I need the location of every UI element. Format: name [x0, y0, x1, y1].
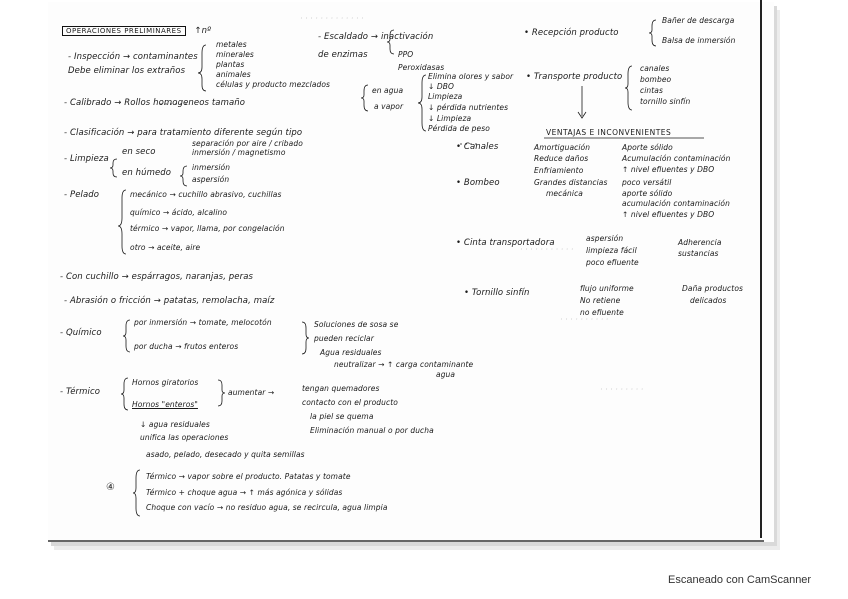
bombeo-line: • Bombeo — [456, 178, 500, 188]
agua-vapor-item: Limpieza — [428, 92, 463, 101]
ghost-text: · · · · · · · · · — [600, 385, 644, 394]
recepcion-item: Balsa de inmersión — [662, 36, 736, 45]
quimico-note: Agua residuales — [320, 348, 382, 357]
ventajas-header: VENTAJAS E INCONVENIENTES — [546, 128, 672, 137]
cinta-line: • Cinta transportadora — [456, 238, 555, 248]
escaldado-item: Peroxidasas — [398, 63, 445, 72]
tornillo-right: Daña productos — [682, 284, 744, 293]
calibrado-line: - Calibrado → Rollos homogeneos tamaño — [64, 98, 246, 108]
quimico-note: agua — [436, 370, 456, 379]
inconveniente-item: acumulación contaminación — [622, 199, 730, 208]
pelado-label: - Pelado — [64, 190, 100, 200]
inspeccion-item: minerales — [216, 50, 254, 59]
inconveniente-item: aporte sólido — [622, 189, 673, 198]
transporte-item: canales — [640, 64, 670, 73]
tornillo-line: • Tornillo sinfín — [464, 288, 530, 298]
canales-line: • Canales — [456, 142, 499, 152]
limpieza-humedo-item: aspersión — [192, 175, 230, 184]
termico-agua: asado, pelado, desecado y quita semillas — [146, 450, 305, 459]
tornillo-item: no efluente — [580, 308, 624, 317]
transporte-item: bombeo — [640, 75, 672, 84]
section-title — [62, 26, 211, 36]
ventaja-item: mecánica — [546, 189, 583, 198]
termico-note: contacto con el producto — [302, 398, 398, 407]
cuchillo-line: - Con cuchillo → espárragos, naranjas, peras — [60, 272, 254, 282]
escaldado-sub: de enzimas — [318, 50, 368, 60]
limpieza-seco-item: inmersión / magnetismo — [192, 148, 286, 157]
transporte-item: cintas — [640, 86, 664, 95]
termico-label: - Térmico — [60, 387, 101, 397]
quimico-item: por ducha → frutos enteros — [134, 342, 239, 351]
termico-item: Hornos giratorios — [132, 378, 199, 387]
inspeccion-item: células y producto mezclados — [216, 80, 331, 89]
quimico-note: Soluciones de sosa se — [314, 320, 399, 329]
agua-vapor-item: Elimina olores y sabor — [428, 72, 514, 81]
inconveniente-item: Acumulación contaminación — [622, 154, 731, 163]
ghost-text: · · · · · · · · · · — [560, 315, 609, 324]
termico-agua: ↓ agua residuales — [140, 420, 210, 429]
cinta-item: poco efluente — [586, 258, 639, 267]
quimico-item: por inmersión → tomate, melocotón — [134, 318, 272, 327]
agua-vapor-item: ↓ DBO — [428, 82, 454, 91]
pelado-item: químico → ácido, alcalino — [130, 208, 228, 217]
ventaja-item: Grandes distancias — [534, 178, 608, 187]
limpieza-seco: en seco — [122, 147, 156, 157]
quimico-note: neutralizar → ↑ carga contaminante — [334, 360, 474, 369]
limpieza-humedo-item: inmersión — [192, 163, 231, 172]
pelado-item: mecánico → cuchillo abrasivo, cuchillas — [130, 190, 282, 199]
quimico-note: pueden reciclar — [314, 334, 374, 343]
numbered-item: Térmico → vapor sobre el producto. Patatas y tomate — [146, 472, 351, 481]
ventaja-item: Amortiguación — [534, 143, 591, 152]
ventaja-item: Reduce daños — [534, 154, 589, 163]
abrasion-line: - Abrasión o fricción → patatas, remolacha, maíz — [64, 296, 275, 306]
numbered-item: Térmico + choque agua → ↑ más agónica y sólidas — [146, 488, 343, 497]
inconveniente-item: ↑ nivel efluentes y DBO — [622, 210, 715, 219]
transporte-line: • Transporte producto — [526, 72, 623, 82]
termico-note: Eliminación manual o por ducha — [310, 426, 434, 435]
cinta-item: aspersión — [586, 234, 624, 243]
pelado-item: térmico → vapor, llama, por congelación — [130, 224, 285, 233]
escaldado-item: PPO — [398, 50, 414, 59]
inspeccion-note: Debe eliminar los extraños — [68, 66, 186, 76]
termico-note: la piel se quema — [310, 412, 374, 421]
termico-aumentar: aumentar → — [228, 388, 275, 397]
pelado-item: otro → aceite, aire — [130, 243, 201, 252]
tornillo-right: delicados — [690, 296, 727, 305]
ghost-text: · · · · · · · · · · · — [520, 245, 574, 254]
inspeccion-item: animales — [216, 70, 251, 79]
ghost-text: · · · · · · · · · · · · · — [300, 14, 364, 23]
cinta-right: Adherencia — [678, 238, 722, 247]
inspeccion-line: - Inspección → contaminantes — [68, 52, 198, 62]
agua-vapor-label: en agua — [372, 86, 404, 95]
numbered-marker: ④ — [106, 482, 116, 493]
inconveniente-item: Aporte sólido — [622, 143, 673, 152]
termico-item: Hornos "enteros" — [132, 400, 198, 409]
termico-note: tengan quemadores — [302, 384, 380, 393]
escaldado-line: - Escaldado → inactivación — [318, 32, 434, 42]
scanner-watermark: Escaneado con CamScanner — [668, 574, 812, 586]
tornillo-item: flujo uniforme — [580, 284, 634, 293]
ventaja-item: Enfriamiento — [534, 166, 584, 175]
title-box: OPERACIONES PRELIMINARES — [62, 26, 186, 36]
inconveniente-item: ↑ nivel efluentes y DBO — [622, 165, 715, 174]
limpieza-label: - Limpieza — [64, 154, 109, 164]
cinta-item: limpieza fácil — [586, 246, 637, 255]
inspeccion-item: plantas — [216, 60, 245, 69]
agua-vapor-label: a vapor — [374, 102, 404, 111]
agua-vapor-item: ↓ Limpieza — [428, 114, 472, 123]
clasificacion-line: - Clasificación → para tratamiento diferente según tipo — [64, 128, 303, 138]
tornillo-item: No retiene — [580, 296, 621, 305]
inconveniente-item: poco versátil — [622, 178, 672, 187]
recepcion-line: • Recepción producto — [524, 28, 619, 38]
cinta-right: sustancias — [678, 249, 719, 258]
termico-agua: unifica las operaciones — [140, 433, 229, 442]
agua-vapor-item: Pérdida de peso — [428, 124, 490, 133]
transporte-item: tornillo sinfín — [640, 97, 691, 106]
limpieza-humedo: en húmedo — [122, 168, 172, 178]
recepcion-item: Bañer de descarga — [662, 16, 735, 25]
numbered-item: Choque con vacío → no residuo agua, se recircula, agua limpia — [146, 503, 388, 512]
agua-vapor-item: ↓ pérdida nutrientes — [428, 103, 509, 112]
inspeccion-item: metales — [216, 40, 247, 49]
quimico-label: - Químico — [60, 328, 102, 338]
title-note: ↑nº — [194, 26, 212, 36]
limpieza-seco-item: separación por aire / cribado — [192, 139, 303, 148]
